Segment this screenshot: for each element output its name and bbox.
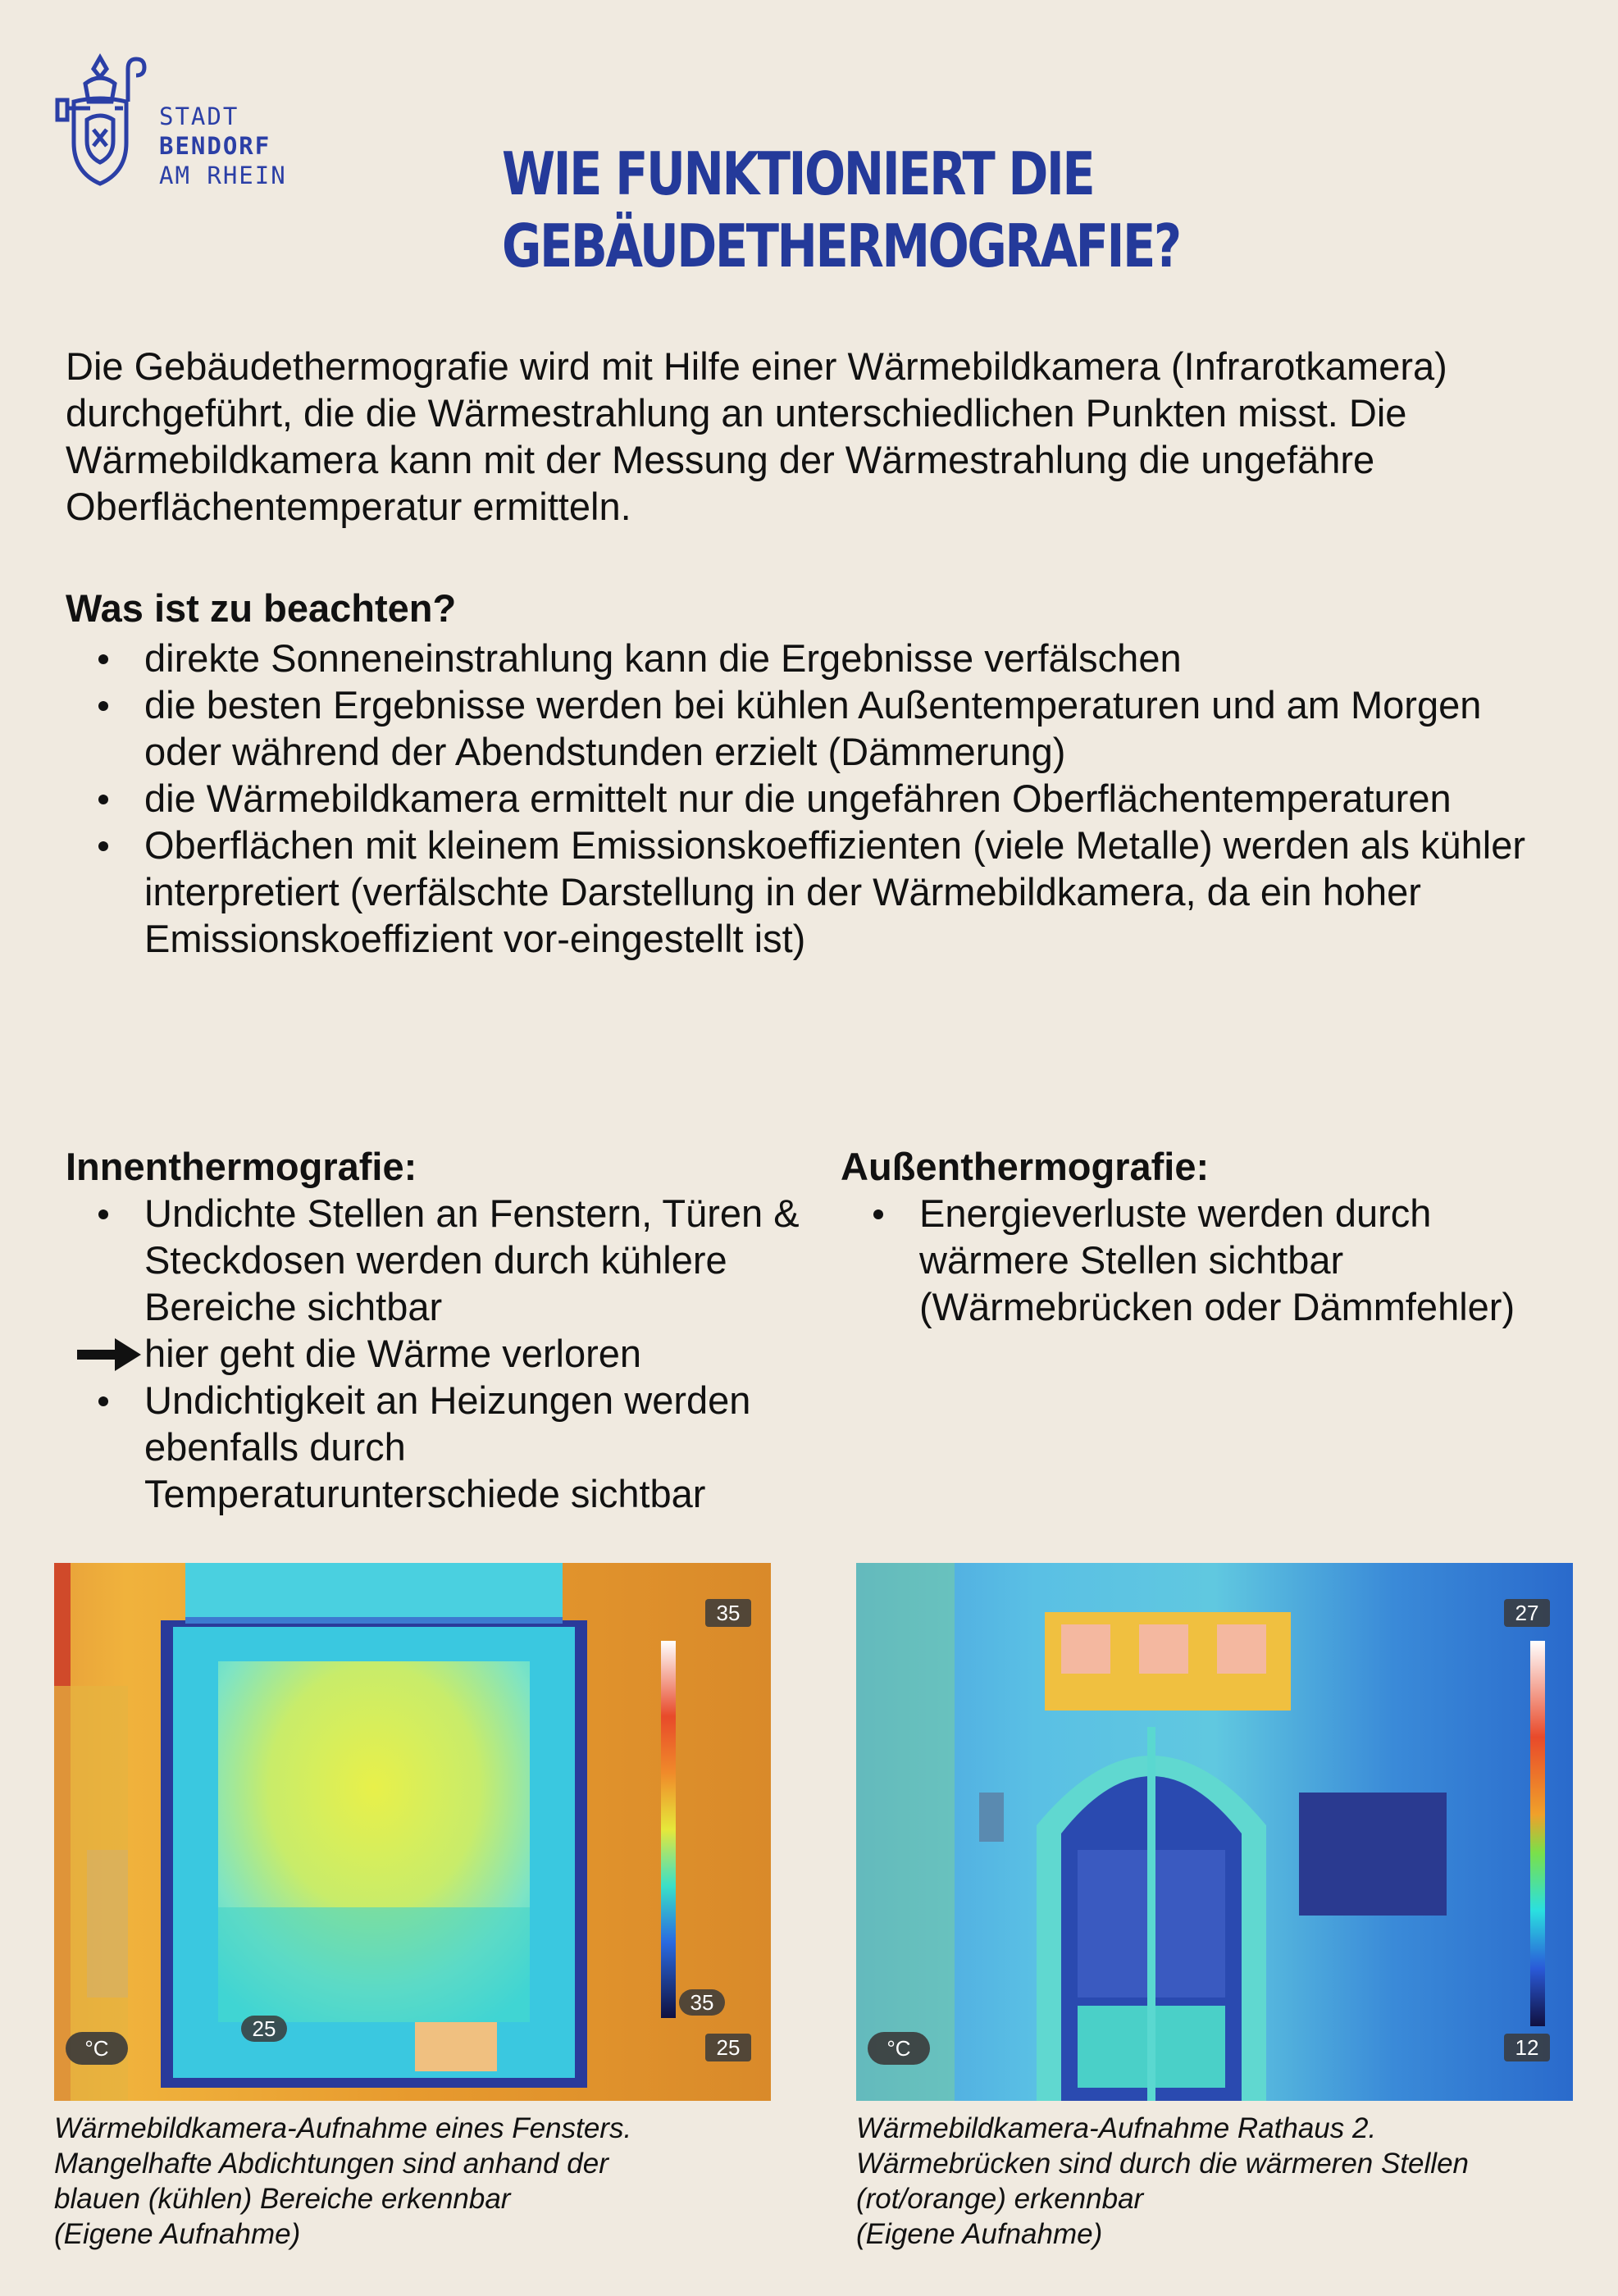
inner-thermography-section — [66, 1143, 820, 1517]
inner-item: Undichtigkeit an Heizungen werden ebenfalls durch Temperaturunterschiede sichtbar — [66, 1377, 820, 1517]
outer-list — [841, 1190, 1562, 1330]
arrow-note — [66, 1330, 820, 1377]
left-scale-min: 25 — [716, 2035, 741, 2060]
logo-line-stadt: STADT — [159, 102, 239, 130]
page-title — [502, 138, 1180, 282]
hints-list-container — [66, 635, 1558, 962]
inner-list — [66, 1190, 820, 1330]
thermal-photo-window — [54, 1563, 771, 2101]
left-scale-max: 35 — [716, 1601, 741, 1625]
left-unit-badge: °C — [84, 2036, 109, 2061]
caption-line: Wärmebildkamera-Aufnahme eines Fensters. — [54, 2112, 632, 2144]
caption-line: (Eigene Aufnahme) — [856, 2218, 1103, 2250]
hint-item: Oberflächen mit kleinem Emissionskoeffizienten (viele Metalle) werden als kühler interpretiert (verfälschte Darstellung in der Wärmebildkamera, da ein hoher Emissionskoeffizient vor-eingestellt ist) — [66, 822, 1558, 962]
caption-line: (rot/orange) erkennbar — [856, 2183, 1144, 2215]
caption-line: Wärmebrücken sind durch die wärmeren Stellen — [856, 2148, 1469, 2180]
inner-thermography-heading: Innenthermografie: — [66, 1145, 417, 1188]
city-logo — [49, 51, 295, 198]
title-line-2: GEBÄUDETHERMOGRAFIE? — [502, 212, 1180, 280]
caption-right — [856, 2111, 1594, 2252]
bishop-coat-of-arms-icon — [49, 51, 148, 190]
caption-left — [54, 2111, 792, 2252]
title-line-1: WIE FUNKTIONIERT DIE — [502, 139, 1094, 208]
caption-line: blauen (kühlen) Bereiche erkennbar — [54, 2183, 511, 2215]
right-arrow-icon — [77, 1338, 143, 1371]
outer-thermography-section — [841, 1143, 1562, 1330]
outer-item: Energieverluste werden durch wärmere Stellen sichtbar (Wärmebrücken oder Dämmfehler) — [841, 1190, 1562, 1330]
intro-paragraph: Die Gebäudethermografie wird mit Hilfe einer Wärmebildkamera (Infrarotkamera) durchgeführt, die die Wärmestrahlung an unterschiedlichen Punkten misst. Die Wärmebildkamera kann mit der Messung der Wärmestrahlung die ungefähre Oberflächentemperatur ermitteln. — [66, 344, 1447, 528]
caption-line: (Eigene Aufnahme) — [54, 2218, 301, 2250]
hint-item: die Wärmebildkamera ermittelt nur die ungefähren Oberflächentemperaturen — [66, 775, 1558, 822]
right-scale-min: 12 — [1515, 2035, 1539, 2060]
inner-list-2 — [66, 1377, 820, 1517]
outer-thermography-heading: Außenthermografie: — [841, 1145, 1210, 1188]
right-unit-badge: °C — [886, 2036, 911, 2061]
hint-item: direkte Sonneneinstrahlung kann die Ergebnisse verfälschen — [66, 635, 1558, 681]
arrow-note-text: hier geht die Wärme verloren — [144, 1332, 642, 1375]
hints-heading: Was ist zu beachten? — [66, 586, 457, 630]
hints-list — [66, 635, 1558, 962]
logo-line-bendorf: BENDORF — [159, 132, 271, 160]
right-scale-max: 27 — [1515, 1601, 1539, 1625]
thermal-photo-town-hall — [856, 1563, 1573, 2101]
left-spot-cold: 25 — [252, 2016, 276, 2041]
caption-line: Mangelhafte Abdichtungen sind anhand der — [54, 2148, 608, 2180]
left-spot-hot: 35 — [690, 1990, 714, 2015]
logo-line-am-rhein: AM RHEIN — [159, 162, 287, 189]
inner-item: Undichte Stellen an Fenstern, Türen & Steckdosen werden durch kühlere Bereiche sichtbar — [66, 1190, 820, 1330]
caption-line: Wärmebildkamera-Aufnahme Rathaus 2. — [856, 2112, 1377, 2144]
hint-item: die besten Ergebnisse werden bei kühlen Außentemperaturen und am Morgen oder während der Abendstunden erzielt (Dämmerung) — [66, 681, 1558, 775]
